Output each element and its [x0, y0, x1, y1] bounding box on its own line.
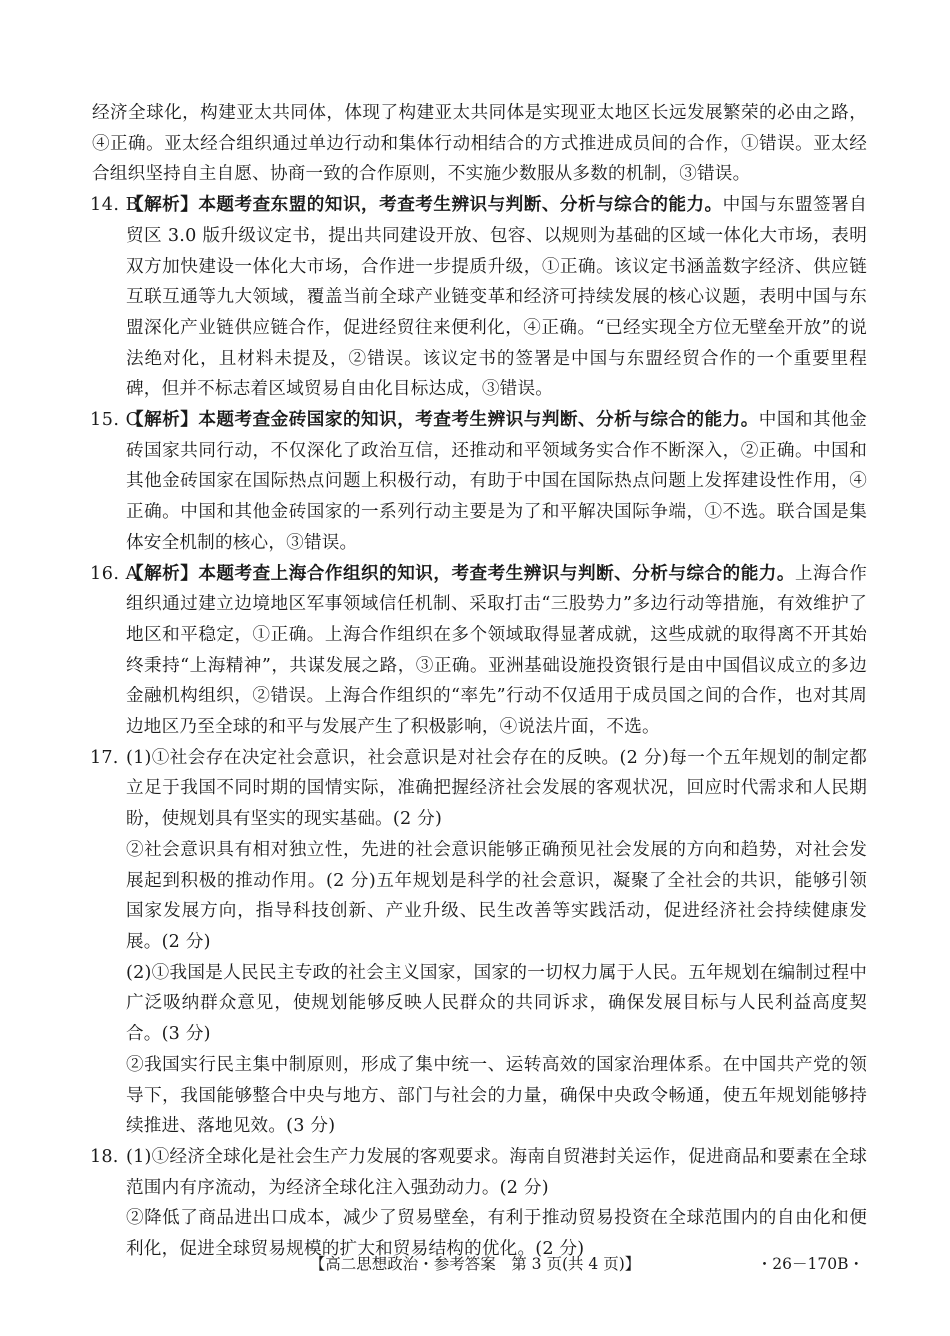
analysis-intro: 本题考查东盟的知识，考查考生辨识与判断、分析与综合的能力。	[198, 194, 723, 216]
answer-paragraph: ②社会意识具有相对独立性，先进的社会意识能够正确预见社会发展的方向和趋势，对社会发展起到积极的推动作用。(2 分)五年规划是科学的社会意识，凝聚了全社会的共识，能够引领国家发展方向，指导科技创新、产业升级、民生改善等实践活动，促进经济社会持续健康发展。(2 分)	[126, 839, 867, 952]
answer-paragraph: (1)①社会存在决定社会意识，社会意识是对社会存在的反映。(2 分)每一个五年规划的制定都立足于我国不同时期的国情实际，准确把握经济社会发展的客观状况，回应时代需求和人民期盼，使规划具有坚实的现实基础。(2 分)	[126, 747, 867, 830]
answer-paragraph: (2)①我国是人民民主专政的社会主义国家，国家的一切权力属于人民。五年规划在编制过程中广泛吸纳群众意见，使规划能够反映人民群众的共同诉求，确保发展目标与人民利益高度契合。(3 分)	[126, 962, 867, 1045]
question-number: 15. C	[90, 410, 140, 431]
question-14	[92, 190, 867, 405]
analysis-body: 上海合作组织通过建立边境地区军事领域信任机制、采取打击“三股势力”多边行动等措施，有效维护了地区和平稳定，①正确。上海合作组织在多个领域取得显著成就，这些成就的取得离不开其始终秉持“上海精神”，共谋发展之路，③正确。亚洲基础设施投资银行是由中国倡议成立的多边金融机构组织，②错误。上海合作组织的“率先”行动不仅适用于成员国之间的合作，也对其周边地区乃至全球的和平与发展产生了积极影响，④说法片面，不选。	[126, 563, 867, 738]
answer-paragraph: (1)①经济全球化是社会生产力发展的客观要求。海南自贸港封关运作，促进商品和要素在全球范围内有序流动，为经济全球化注入强劲动力。(2 分)	[126, 1146, 867, 1198]
answer-paragraph: ②降低了商品进出口成本，减少了贸易壁垒，有利于推动贸易投资在全球范围内的自由化和便利化，促进全球贸易规模的扩大和贸易结构的优化。(2 分)	[126, 1208, 867, 1260]
analysis-body: 中国与东盟签署自贸区 3.0 版升级议定书，提出共同建设开放、包容、以规则为基础的区域一体化大市场，表明双方加快建设一体化大市场，合作进一步提质升级，①正确。该议定书涵盖数字经济、供应链互联互通等九大领域，覆盖当前全球产业链变革和经济可持续发展的核心议题，表明中国与东盟深化产业链供应链合作，促进经贸往来便利化，④正确。“已经实现全方位无壁垒开放”的说法绝对化，且材料未提及，②错误。该议定书的签署是中国与东盟经贸合作的一个重要里程碑，但并不标志着区域贸易自由化目标达成，③错误。	[126, 195, 867, 400]
analysis-intro: 本题考查金砖国家的知识，考查考生辨识与判断、分析与综合的能力。	[198, 409, 759, 431]
question-number: 17.	[90, 747, 119, 768]
question-number: 18.	[90, 1146, 119, 1167]
analysis-label: 【解析】	[126, 194, 199, 216]
answer-paragraph: ②我国实行民主集中制原则，形成了集中统一、运转高效的国家治理体系。在中国共产党的领导下，我国能够整合中央与地方、部门与社会的力量，确保中央政令畅通，使五年规划能够持续推进、落地见效。(3 分)	[126, 1054, 867, 1137]
footer-code: ・26－170B・	[756, 1255, 864, 1273]
answer-content	[92, 98, 867, 1265]
footer-title: 【高二思想政治・参考答案 第 3 页(共 4 页)】	[309, 1255, 641, 1273]
continuation-paragraph: 经济全球化，构建亚太共同体，体现了构建亚太共同体是实现亚太地区长远发展繁荣的必由之路，④正确。亚太经合组织通过单边行动和集体行动相结合的方式推进成员间的合作，①错误。亚太经合组织坚持自主自愿、协商一致的合作原则，不实施少数服从多数的机制，③错误。	[92, 103, 867, 185]
question-17	[92, 743, 867, 835]
analysis-label: 【解析】	[126, 562, 199, 584]
question-16	[92, 559, 867, 743]
analysis-intro: 本题考查上海合作组织的知识，考查考生辨识与判断、分析与综合的能力。	[198, 562, 795, 584]
analysis-body: 中国和其他金砖国家共同行动，不仅深化了政治互信，还推动和平领域务实合作不断深入，②正确。中国和其他金砖国家在国际热点问题上积极行动，有助于中国在国际热点问题上发挥建设性作用，④正确。中国和其他金砖国家的一系列行动主要是为了和平解决国际争端，①不选。联合国是集体安全机制的核心，③错误。	[126, 410, 867, 553]
question-15	[92, 405, 867, 559]
question-18	[92, 1142, 867, 1203]
question-number: 14. B	[90, 195, 140, 216]
question-number: 16. A	[90, 563, 139, 584]
analysis-label: 【解析】	[126, 409, 199, 431]
